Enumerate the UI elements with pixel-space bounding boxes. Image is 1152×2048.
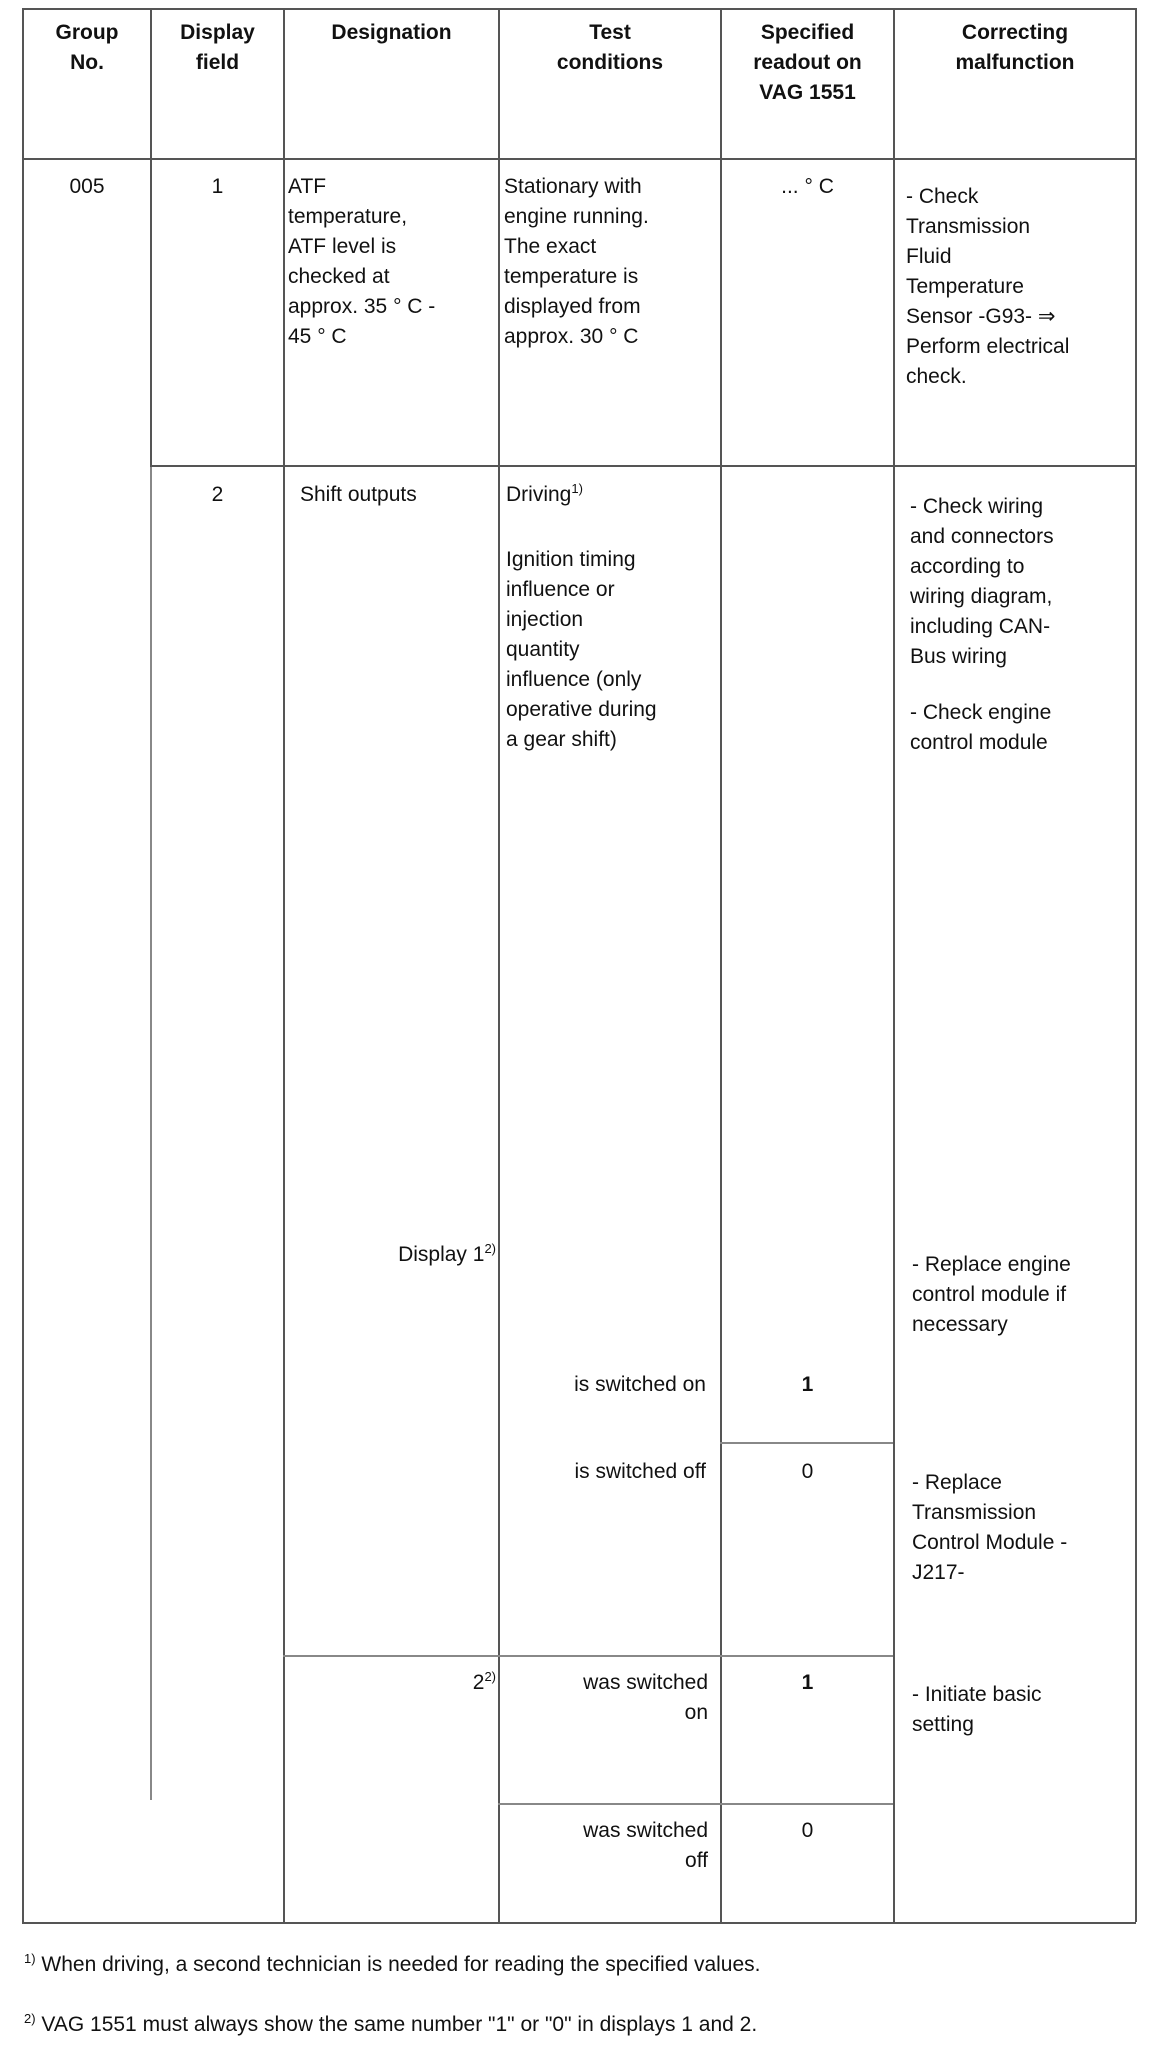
header-display-field	[152, 18, 283, 78]
footnote-ref-1: 1)	[571, 481, 583, 496]
row2-correct-wiring-line: according to	[910, 555, 1025, 578]
footnote-2-text: VAG 1551 must always show the same number "1" or "0" in displays 1 and 2.	[35, 2013, 758, 2036]
row1-correct-line: Fluid	[906, 245, 952, 268]
was-switched-on-label	[500, 1668, 708, 1728]
row2-replace-tcm-line: Transmission	[912, 1501, 1037, 1524]
row2-correct-wiring-line: wiring diagram,	[910, 585, 1053, 608]
row1-correct-line: - Check	[906, 185, 979, 208]
row1-designation-line: ATF level is	[288, 235, 397, 258]
row2-correct-ecm	[910, 698, 1051, 758]
row2-replace-tcm-line: - Replace	[912, 1471, 1002, 1494]
header-correct-line1: Correcting	[961, 21, 1069, 44]
was-switched-on-value: 1	[801, 1671, 814, 1694]
table-bottom-border	[22, 1922, 1136, 1924]
row2-correct-wiring-line: Bus wiring	[910, 645, 1007, 668]
col-sep-test	[720, 8, 722, 1922]
col-sep-readout	[893, 8, 895, 1922]
was-switched-off-value: 0	[801, 1819, 814, 1842]
row2-correct-wiring	[910, 492, 1054, 672]
was-on-line: was switched	[583, 1671, 708, 1694]
row2-test-driving	[506, 480, 583, 510]
driving-label: Driving	[506, 483, 572, 506]
row1-designation	[288, 172, 435, 352]
row1-separator	[150, 465, 1136, 467]
display2-text: 2	[472, 1671, 485, 1694]
header-group-line2: No.	[70, 51, 104, 74]
was-switched-off-label	[500, 1816, 708, 1876]
row2-influence-line: Ignition timing	[506, 548, 636, 571]
header-readout-line2: readout on	[753, 51, 862, 74]
footnote-ref-2b: 2)	[484, 1669, 496, 1684]
header-test-conditions	[500, 18, 720, 78]
header-group-line1: Group	[55, 21, 119, 44]
header-designation: Designation	[331, 21, 452, 44]
table-left-border	[22, 8, 24, 1922]
row2-replace-ecm-line: necessary	[912, 1313, 1008, 1336]
row2-basic-line: setting	[912, 1713, 974, 1736]
header-readout-line1: Specified	[760, 21, 855, 44]
row2-correct-replace-tcm	[912, 1468, 1067, 1588]
row2-correct-replace-ecm	[912, 1250, 1071, 1340]
row1-designation-line: 45 ° C	[288, 325, 347, 348]
col-sep-group-bottom	[150, 465, 152, 1800]
footnote-ref-2: 2)	[484, 1241, 496, 1256]
header-display-line1: Display	[180, 21, 255, 44]
readout-on-off-separator	[720, 1442, 893, 1444]
row2-display-field: 2	[211, 483, 224, 506]
footnote-1	[24, 1950, 761, 1980]
row1-designation-line: checked at	[288, 265, 390, 288]
row1-test-line: The exact	[504, 235, 597, 258]
row2-correct-basic-setting	[912, 1680, 1042, 1740]
header-display-line2: field	[195, 51, 240, 74]
display2-separator	[283, 1655, 893, 1657]
col-sep-field	[283, 8, 285, 1922]
row1-correcting	[906, 182, 1069, 392]
table-top-border	[22, 8, 1136, 10]
row2-influence-line: a gear shift)	[506, 728, 617, 751]
switched-on-label: is switched on	[574, 1373, 706, 1396]
switched-off-label: is switched off	[574, 1460, 706, 1483]
row1-correct-line: Sensor -G93- ⇒	[906, 305, 1056, 328]
row2-designation: Shift outputs	[300, 483, 417, 506]
row1-correct-line: Perform electrical	[906, 335, 1070, 358]
switched-on-value: 1	[801, 1373, 814, 1396]
was-on-off-separator	[498, 1803, 893, 1805]
display2-label	[300, 1668, 496, 1698]
row2-influence-line: quantity	[506, 638, 580, 661]
row2-replace-ecm-line: control module if	[912, 1283, 1067, 1306]
header-test-line2: conditions	[556, 51, 664, 74]
row1-test-line: displayed from	[504, 295, 641, 318]
row1-test-line: Stationary with	[504, 175, 642, 198]
header-correcting-malfunction	[895, 18, 1135, 78]
footnote-2	[24, 2010, 757, 2040]
display1-label	[300, 1240, 496, 1270]
row2-correct-wiring-line: - Check wiring	[910, 495, 1044, 518]
footnote-1-text: When driving, a second technician is needed for reading the specified values.	[35, 1953, 761, 1976]
row2-test-influence	[506, 545, 657, 755]
row1-test-line: approx. 30 ° C	[504, 325, 639, 348]
header-separator	[22, 158, 1136, 160]
row2-replace-ecm-line: - Replace engine	[912, 1253, 1071, 1276]
row2-influence-line: influence or	[506, 578, 615, 601]
row2-replace-tcm-line: J217-	[912, 1561, 965, 1584]
display1-text: Display 1	[398, 1243, 485, 1266]
header-group	[24, 18, 150, 78]
row1-designation-line: approx. 35 ° C -	[288, 295, 436, 318]
row2-correct-ecm-line: - Check engine	[910, 701, 1052, 724]
header-specified-readout	[722, 18, 893, 108]
row2-correct-wiring-line: and connectors	[910, 525, 1054, 548]
row1-test-line: temperature is	[504, 265, 639, 288]
was-off-line: off	[685, 1849, 708, 1872]
row2-influence-line: operative during	[506, 698, 657, 721]
footnote-2-mark: 2)	[24, 2011, 36, 2026]
row2-replace-tcm-line: Control Module -	[912, 1531, 1068, 1554]
row1-designation-line: ATF	[288, 175, 327, 198]
row1-designation-line: temperature,	[288, 205, 408, 228]
row2-correct-ecm-line: control module	[910, 731, 1048, 754]
was-off-line: was switched	[583, 1819, 708, 1842]
row1-test-line: engine running.	[504, 205, 649, 228]
row1-test-conditions	[504, 172, 649, 352]
was-on-line: on	[684, 1701, 708, 1724]
header-readout-line3: VAG 1551	[759, 81, 856, 104]
row1-correct-line: Temperature	[906, 275, 1024, 298]
footnote-1-mark: 1)	[24, 1951, 36, 1966]
row1-correct-line: check.	[906, 365, 967, 388]
row1-specified-readout: ... ° C	[781, 175, 834, 198]
row2-basic-line: - Initiate basic	[912, 1683, 1042, 1706]
header-correct-line2: malfunction	[955, 51, 1075, 74]
switched-off-value: 0	[801, 1460, 814, 1483]
col-sep-designation	[498, 8, 500, 1922]
row1-correct-line: Transmission	[906, 215, 1031, 238]
row1-display-field: 1	[211, 175, 224, 198]
row2-influence-line: injection	[506, 608, 584, 631]
header-test-line1: Test	[589, 21, 631, 44]
row2-influence-line: influence (only	[506, 668, 642, 691]
row2-correct-wiring-line: including CAN-	[910, 615, 1051, 638]
row1-group-no: 005	[69, 175, 105, 198]
table-right-border	[1135, 8, 1137, 1922]
